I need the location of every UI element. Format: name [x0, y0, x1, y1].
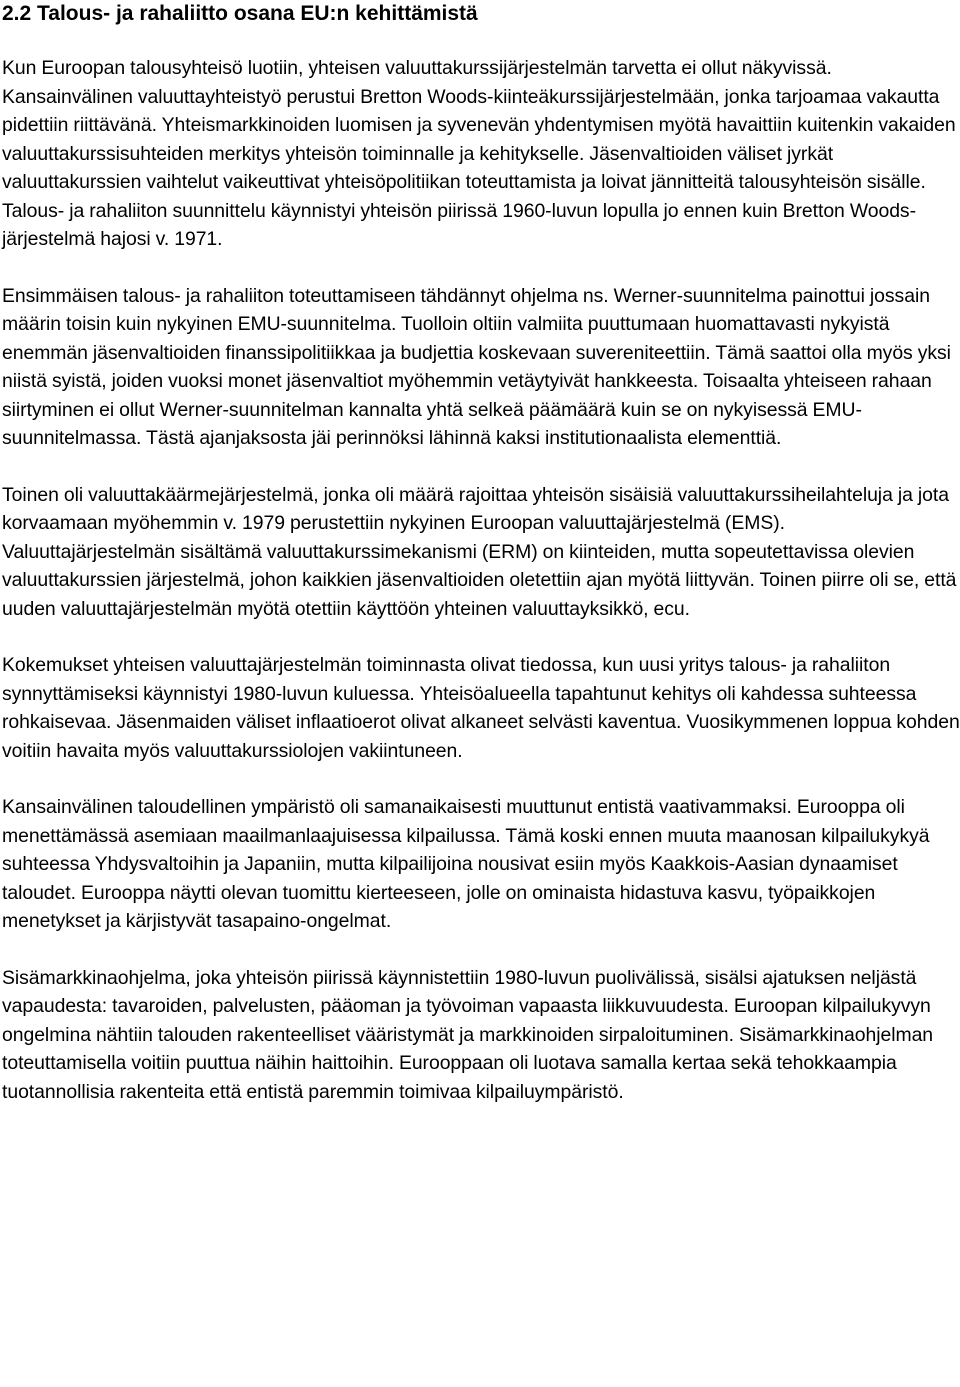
section-heading: 2.2 Talous- ja rahaliitto osana EU:n kehittämistä: [2, 2, 478, 25]
paragraph-5: Kansainvälinen taloudellinen ympäristö oli samanaikaisesti muuttunut entistä vaativammaksi. Eurooppa oli menettämässä asemiaan maailmanlaajuisessa kilpailussa. Tämä koski ennen muuta maanosan kilpailukykyä suhteessa Yhdysvaltoihin ja Japaniin, mutta kilpailijoina nousivat esiin myös Kaakkois-Aasian dynaamiset taloudet. Eurooppa näytti olevan tuomittu kierteeseen, jolle on ominaista hidastuva kasvu, työpaikkojen menetykset ja kärjistyvät tasapaino-ongelmat.: [2, 796, 930, 932]
paragraph-1: Kun Euroopan talousyhteisö luotiin, yhteisen valuuttakurssijärjestelmän tarvetta ei ollut näkyvissä. Kansainvälinen valuuttayhteistyö perustui Bretton Woods-kiinteäkurssijärjestelmään, jonka tarjoamaa vakautta pidettiin riittävänä. Yhteismarkkinoiden luomisen ja syvenevän yhdentymisen myötä havaittiin kuitenkin vakaiden valuuttakurssisuhteiden merkitys yhteisön toiminnalle ja kehitykselle. Jäsenvaltioiden väliset jyrkät valuuttakurssien vaihtelut vaikeuttivat yhteisöpolitiikan toteuttamista ja loivat jännitteitä talousyhteisön sisälle. Talous- ja rahaliiton suunnittelu käynnistyi yhteisön piirissä 1960-luvun lopulla jo ennen kuin Bretton Woods-järjestelmä hajosi v. 1971.: [2, 57, 956, 250]
paragraph-3: Toinen oli valuuttakäärmejärjestelmä, jonka oli määrä rajoittaa yhteisön sisäisiä valuuttakurssiheilahteluja ja jota korvaamaan myöhemmin v. 1979 perustettiin nykyinen Euroopan valuuttajärjestelmä (EMS). Valuuttajärjestelmän sisältämä valuuttakurssimekanismi (ERM) on kiinteiden, mutta sopeutettavissa olevien valuuttakurssien järjestelmä, johon kaikkien jäsenvaltioiden oletettiin ajan myötä liittyvän. Toinen piirre oli se, että uuden valuuttajärjestelmän myötä otettiin käyttöön yhteinen valuuttayksikkö, ecu.: [2, 483, 957, 620]
paragraph-6: Sisämarkkinaohjelma, joka yhteisön piirissä käynnistettiin 1980-luvun puolivälissä, sisälsi ajatuksen neljästä vapaudesta: tavaroiden, palvelusten, pääoman ja työvoiman vapaasta liikkuvuudesta. Euroopan kilpailukyvyn ongelmina nähtiin talouden rakenteelliset vääristymät ja markkinoiden sirpaloituminen. Sisämarkkinaohjelman toteuttamisella voitiin puuttua näihin haittoihin. Eurooppaan oli luotava samalla kertaa sekä tehokkaampia tuotannollisia rakenteita että entistä paremmin toimivaa kilpailuympäristö.: [2, 966, 934, 1103]
paragraph-4: Kokemukset yhteisen valuuttajärjestelmän toiminnasta olivat tiedossa, kun uusi yritys talous- ja rahaliiton synnyttämiseksi käynnistyi 1980-luvun kuluessa. Yhteisöalueella tapahtunut kehitys oli kahdessa suhteessa rohkaisevaa. Jäsenmaiden väliset inflaatioerot olivat alkaneet selvästi kaventua. Vuosikymmenen loppua kohden voitiin havaita myös valuuttakurssiolojen vakiintuneen.: [2, 654, 960, 762]
paragraph-2: Ensimmäisen talous- ja rahaliiton toteuttamiseen tähdännyt ohjelma ns. Werner-suunnitelma painottui jossain määrin toisin kuin nykyinen EMU-suunnitelma. Tuolloin oltiin valmiita puuttumaan huomattavasti nykyistä enemmän jäsenvaltioiden finanssipolitiikkaa ja budjettia koskevaan suvereniteettiin. Tämä saattoi olla myös yksi niistä syistä, joiden vuoksi monet jäsenvaltiot myöhemmin vetäytyivät hankkeesta. Toisaalta yhteiseen rahaan siirtyminen ei ollut Werner-suunnitelman kannalta yhtä selkeä päämäärä kuin se on nykyisessä EMU-suunnitelmassa. Tästä ajanjaksosta jäi perinnöksi lähinnä kaksi institutionaalista elementtiä.: [2, 284, 951, 449]
